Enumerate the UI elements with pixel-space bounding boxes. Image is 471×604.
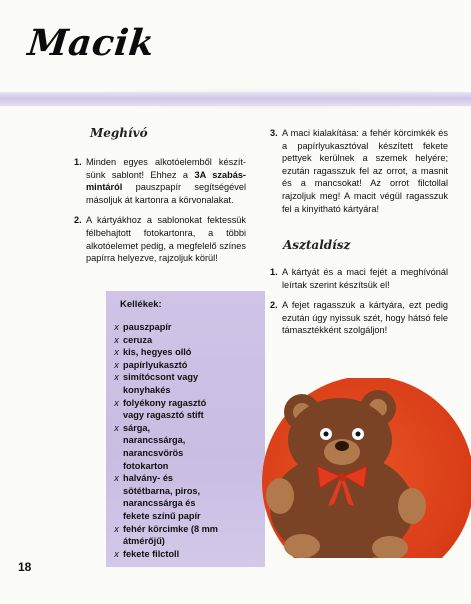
step-text-bold: 3A szabás-mintáról <box>86 169 246 193</box>
list-item <box>110 397 223 422</box>
table-decor-step-2 <box>270 299 448 337</box>
bear-nose <box>335 441 349 451</box>
step-text: A kártyákhoz a sablonokat fektessük félbehajtott fotokartonra, a többi alkotóelemet pedig, a megfelelő színes papírra helyezve, rajzoljuk körül! <box>86 215 246 264</box>
left-paw <box>266 478 294 514</box>
bullet-x-icon: x <box>114 523 119 534</box>
list-item <box>110 472 223 522</box>
step-number: 1. <box>270 267 278 277</box>
step-number: 2. <box>270 300 278 311</box>
bullet-x-icon: x <box>114 422 119 433</box>
left-pupil <box>324 432 329 437</box>
list-item <box>110 523 223 548</box>
table-decor-heading: Asztaldísz <box>283 238 351 252</box>
page-title: Macik <box>25 22 157 64</box>
title-band <box>0 92 471 106</box>
list-item <box>110 321 223 334</box>
invitation-steps-left <box>74 156 246 273</box>
step-text: A fejet ragasszuk a kártyára, ezt pedig ezután úgy nyissuk szét, hogy hátsó fele támasztékként szolgáljon! <box>282 300 448 336</box>
supplies-list <box>110 321 223 560</box>
supplies-box <box>106 291 265 567</box>
table-decor-steps <box>270 266 448 345</box>
bullet-x-icon: x <box>114 372 119 383</box>
supply-label: sárga, narancssárga, narancsvörös fotokarton <box>123 422 186 471</box>
left-foot <box>284 534 320 558</box>
supply-label: folyékony ragasztó vagy ragasztó stift <box>123 397 207 421</box>
bow-knot <box>338 473 346 481</box>
table-decor-step-1 <box>270 266 448 291</box>
right-paw <box>398 488 426 524</box>
supply-label: fehér körcimke (8 mm átmérőjű) <box>123 523 218 547</box>
invitation-steps-right <box>270 127 448 223</box>
step-text <box>86 156 246 206</box>
bullet-x-icon: x <box>114 322 119 332</box>
supply-label: simítócsont vagy konyhakés <box>123 372 199 395</box>
invitation-step-3 <box>270 127 448 215</box>
step-number: 3. <box>270 128 278 138</box>
step-text: A kártyát és a maci fejét a meghívónál leírtak szerint készítsük el! <box>282 267 448 290</box>
page-number: 18 <box>18 560 32 574</box>
supplies-heading: Kellékek: <box>120 299 162 310</box>
list-item <box>110 548 223 561</box>
step-number: 2. <box>74 215 82 226</box>
list-item <box>110 334 223 347</box>
list-item <box>110 371 223 396</box>
bullet-x-icon: x <box>114 334 119 345</box>
bullet-x-icon: x <box>114 473 119 484</box>
supply-label: halvány- és sötétbarna, piros, narancssárga és fekete színű papír <box>123 473 201 521</box>
step-text-b: pauszpapír segítségével másoljuk át kartonra a körvonalakat. <box>86 182 246 205</box>
invitation-step-1 <box>74 156 246 206</box>
list-item <box>110 359 223 372</box>
invitation-heading: Meghívó <box>90 126 148 140</box>
bullet-x-icon: x <box>114 347 119 358</box>
step-number: 1. <box>74 157 82 167</box>
supply-label: pauszpapír <box>123 322 172 332</box>
invitation-step-2 <box>74 214 246 264</box>
supply-label: papírlyukasztó <box>123 359 188 370</box>
step-text: A maci kialakítása: a fehér körcimkék és a papírlyukasztóval készített fekete pettyek kerülnek a szemek helyére; ezután ragasszuk fel az orrot, a masnit és a mancsokat! Az orrot filctollal rajzoljuk meg! A macit végül ragasszuk fel a kinyitható kártyára! <box>282 128 448 214</box>
bullet-x-icon: x <box>114 359 119 370</box>
supply-label: kis, hegyes olló <box>123 347 192 358</box>
list-item <box>110 346 223 359</box>
supply-label: fekete filctoll <box>123 548 180 559</box>
teddy-bear-card-photo <box>262 378 471 558</box>
list-item <box>110 422 223 472</box>
right-pupil <box>356 432 361 437</box>
teddy-bear-illustration <box>262 378 471 558</box>
bullet-x-icon: x <box>114 397 119 408</box>
supply-label: ceruza <box>123 334 153 345</box>
step-text-a: Minden egyes alkotóelemből készít-sünk sablont! Ehhez a <box>86 157 246 180</box>
bullet-x-icon: x <box>114 548 119 559</box>
